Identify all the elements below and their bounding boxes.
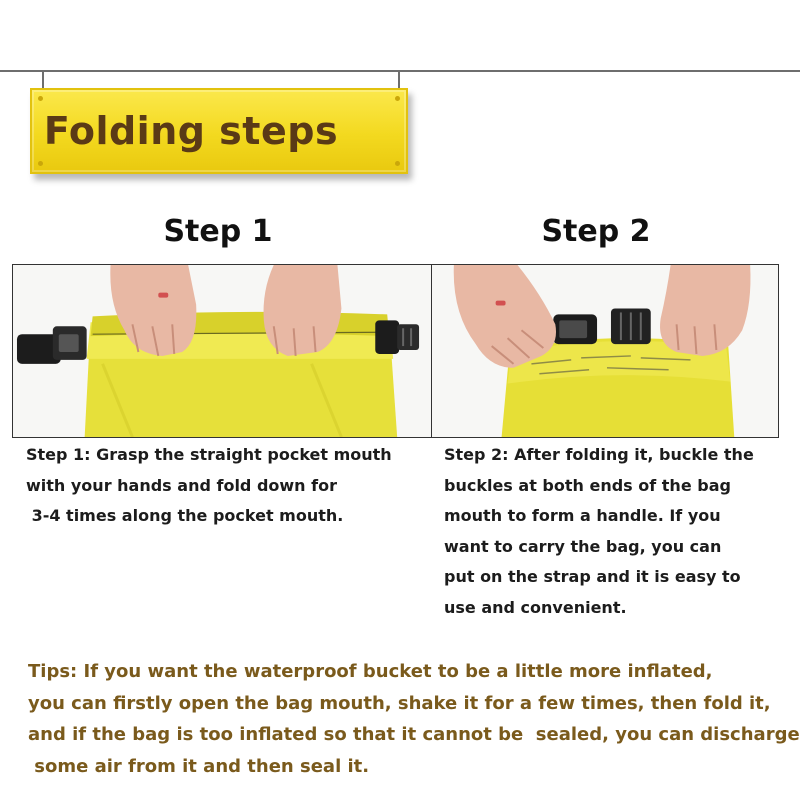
sign-title: Folding steps (43, 109, 339, 153)
step-1-photo (12, 264, 432, 438)
buckle-female-icon (553, 314, 597, 344)
step-2-description-line: Step 2: After folding it, buckle the (444, 445, 754, 464)
tips-line: Tips: If you want the waterproof bucket to be a little more inflated, (28, 661, 713, 682)
tips-paragraph (28, 656, 798, 782)
step-1-title: Step 1 (163, 214, 273, 249)
right-hand-icon (264, 265, 342, 356)
step-2-description (444, 440, 789, 623)
step-2-description-line: buckles at both ends of the bag (444, 475, 731, 495)
step-2-description-line: use and convenient. (444, 597, 627, 617)
step-1-description-line: Step 1: Grasp the straight pocket mouth (26, 445, 392, 464)
hands-buckling-bag-photo (432, 265, 778, 437)
step-1-description-line: with your hands and fold down for (26, 475, 337, 495)
step-2-description-line: mouth to form a handle. If you (444, 506, 721, 525)
step-1-description (26, 440, 426, 532)
step-1-description-line: 3-4 times along the pocket mouth. (26, 506, 344, 525)
tips-line: some air from it and then seal it. (28, 755, 370, 777)
hands-folding-bag-mouth-photo (13, 265, 431, 437)
step-2-description-line: want to carry the bag, you can (444, 536, 722, 556)
hanging-wire (0, 70, 800, 72)
folding-steps-sign (30, 88, 408, 174)
buckle-male-icon (611, 308, 651, 344)
step-2-photo (431, 264, 779, 438)
step-2-title: Step 2 (541, 214, 651, 249)
tips-line: you can firstly open the bag mouth, shake it for a few times, then fold it, (28, 692, 771, 714)
step-2-description-line: put on the strap and it is easy to (444, 567, 741, 586)
right-buckle-icon (375, 320, 419, 354)
tips-line: and if the bag is too inflated so that it cannot be sealed, you can discharge (28, 724, 800, 745)
